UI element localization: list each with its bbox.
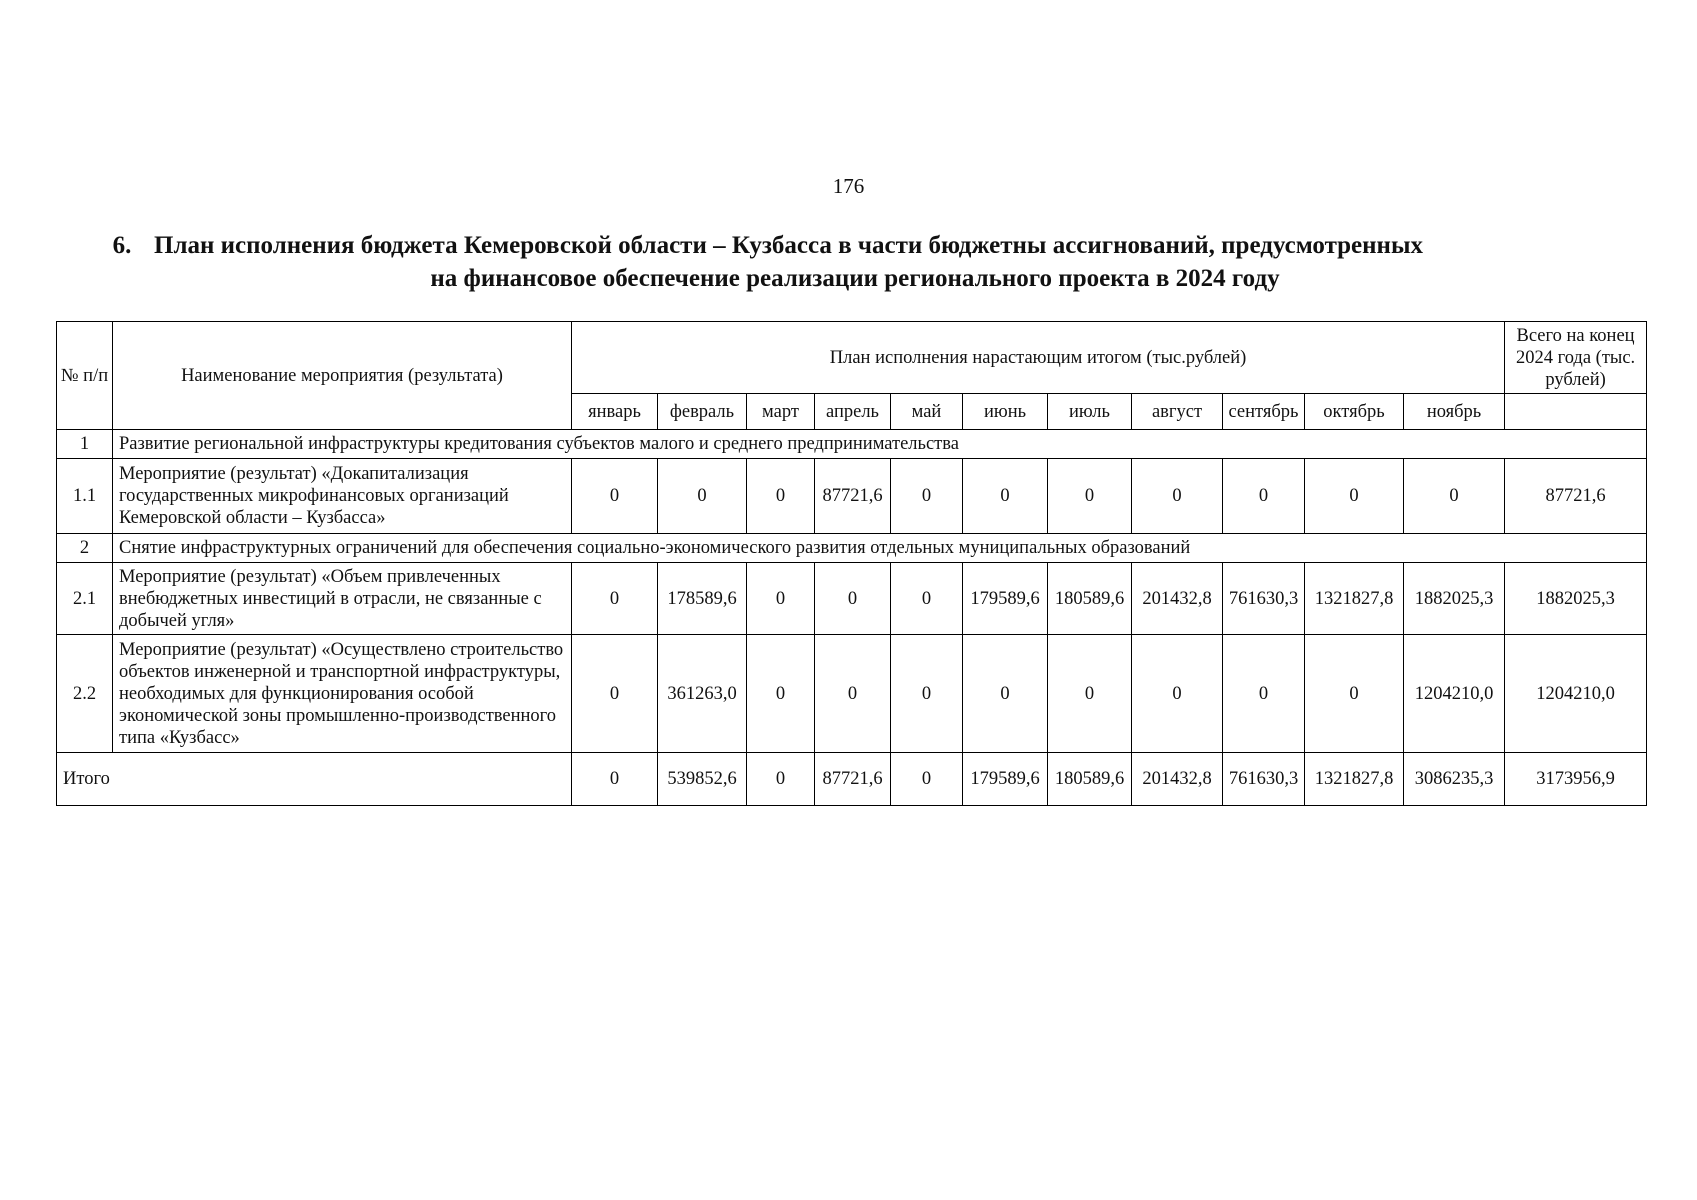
header-total: Всего на конец 2024 года (тыс. рублей) xyxy=(1505,322,1647,394)
section-title: Развитие региональной инфраструктуры кредитования субъектов малого и среднего предпринимательства xyxy=(113,430,1647,459)
total-value-cell: 0 xyxy=(572,753,658,806)
value-cell: 180589,6 xyxy=(1048,563,1132,635)
total-value-cell: 0 xyxy=(747,753,815,806)
value-cell: 201432,8 xyxy=(1132,563,1223,635)
month-header: март xyxy=(747,394,815,430)
month-header: май xyxy=(891,394,963,430)
table-row xyxy=(57,635,1647,753)
value-cell: 0 xyxy=(1048,635,1132,753)
value-cell: 0 xyxy=(1132,459,1223,534)
row-num: 2.2 xyxy=(57,635,113,753)
month-header: апрель xyxy=(815,394,891,430)
value-cell: 761630,3 xyxy=(1223,563,1305,635)
value-cell: 179589,6 xyxy=(963,563,1048,635)
month-header: август xyxy=(1132,394,1223,430)
page-number: 176 xyxy=(832,174,865,198)
value-cell: 0 xyxy=(963,635,1048,753)
total-value-cell: 3086235,3 xyxy=(1404,753,1505,806)
value-cell: 0 xyxy=(747,563,815,635)
month-header: январь xyxy=(572,394,658,430)
total-value-cell: 201432,8 xyxy=(1132,753,1223,806)
month-header: июнь xyxy=(963,394,1048,430)
header-plan: План исполнения нарастающим итогом (тыс.рублей) xyxy=(572,322,1505,394)
value-cell: 361263,0 xyxy=(658,635,747,753)
value-cell: 0 xyxy=(747,635,815,753)
table-row xyxy=(57,459,1647,534)
value-cell: 0 xyxy=(815,563,891,635)
section-row xyxy=(57,430,1647,459)
section-num: 2 xyxy=(57,534,113,563)
value-cell: 178589,6 xyxy=(658,563,747,635)
section-title: Снятие инфраструктурных ограничений для обеспечения социально-экономического развития отдельных муниципальных образований xyxy=(113,534,1647,563)
value-cell: 1321827,8 xyxy=(1305,563,1404,635)
value-cell: 0 xyxy=(572,563,658,635)
month-header: февраль xyxy=(658,394,747,430)
value-cell: 0 xyxy=(815,635,891,753)
header-num: № п/п xyxy=(57,322,113,430)
total-value-cell: 180589,6 xyxy=(1048,753,1132,806)
total-value-cell: 539852,6 xyxy=(658,753,747,806)
month-header: октябрь xyxy=(1305,394,1404,430)
value-cell: 1882025,3 xyxy=(1404,563,1505,635)
value-cell: 0 xyxy=(1305,635,1404,753)
section-num: 1 xyxy=(57,430,113,459)
total-value-cell: 179589,6 xyxy=(963,753,1048,806)
row-total: 1882025,3 xyxy=(1505,563,1647,635)
row-total: 87721,6 xyxy=(1505,459,1647,534)
section-row xyxy=(57,534,1647,563)
value-cell: 0 xyxy=(658,459,747,534)
row-total: 1204210,0 xyxy=(1505,635,1647,753)
value-cell: 0 xyxy=(891,459,963,534)
heading-number: 6. xyxy=(112,232,132,259)
value-cell: 0 xyxy=(891,635,963,753)
value-cell: 0 xyxy=(572,459,658,534)
value-cell: 0 xyxy=(1132,635,1223,753)
row-name: Мероприятие (результат) «Осуществлено строительство объектов инженерной и транспортной инфраструктуры, необходимых для функционирования особой экономической зоны промышленно-производственного типа «Кузбасс» xyxy=(113,635,572,753)
row-name: Мероприятие (результат) «Объем привлеченных внебюджетных инвестиций в отрасли, не связанные с добычей угля» xyxy=(113,563,572,635)
total-value-cell: 761630,3 xyxy=(1223,753,1305,806)
heading-line-2: на финансовое обеспечение реализации регионального проекта в 2024 году xyxy=(430,265,1280,292)
table-row xyxy=(57,563,1647,635)
document-heading xyxy=(90,229,1620,295)
total-value-cell: 87721,6 xyxy=(815,753,891,806)
value-cell: 0 xyxy=(572,635,658,753)
row-num: 1.1 xyxy=(57,459,113,534)
header-name: Наименование мероприятия (результата) xyxy=(113,322,572,430)
budget-plan-table xyxy=(56,321,1647,806)
value-cell: 0 xyxy=(1223,635,1305,753)
value-cell: 1204210,0 xyxy=(1404,635,1505,753)
month-header: ноябрь xyxy=(1404,394,1505,430)
month-header: июль xyxy=(1048,394,1132,430)
value-cell: 87721,6 xyxy=(815,459,891,534)
value-cell: 0 xyxy=(963,459,1048,534)
value-cell: 0 xyxy=(1223,459,1305,534)
value-cell: 0 xyxy=(1048,459,1132,534)
value-cell: 0 xyxy=(891,563,963,635)
value-cell: 0 xyxy=(747,459,815,534)
value-cell: 0 xyxy=(1404,459,1505,534)
month-header: сентябрь xyxy=(1223,394,1305,430)
total-value-cell: 1321827,8 xyxy=(1305,753,1404,806)
month-header-empty xyxy=(1505,394,1647,430)
grand-total: 3173956,9 xyxy=(1505,753,1647,806)
heading-line-1: План исполнения бюджета Кемеровской области – Кузбасса в части бюджетны ассигнований, предусмотренных xyxy=(154,232,1423,259)
total-value-cell: 0 xyxy=(891,753,963,806)
totals-label: Итого xyxy=(57,753,572,806)
totals-row xyxy=(57,753,1647,806)
row-num: 2.1 xyxy=(57,563,113,635)
row-name: Мероприятие (результат) «Докапитализация государственных микрофинансовых организаций Кемеровской области – Кузбасса» xyxy=(113,459,572,534)
value-cell: 0 xyxy=(1305,459,1404,534)
